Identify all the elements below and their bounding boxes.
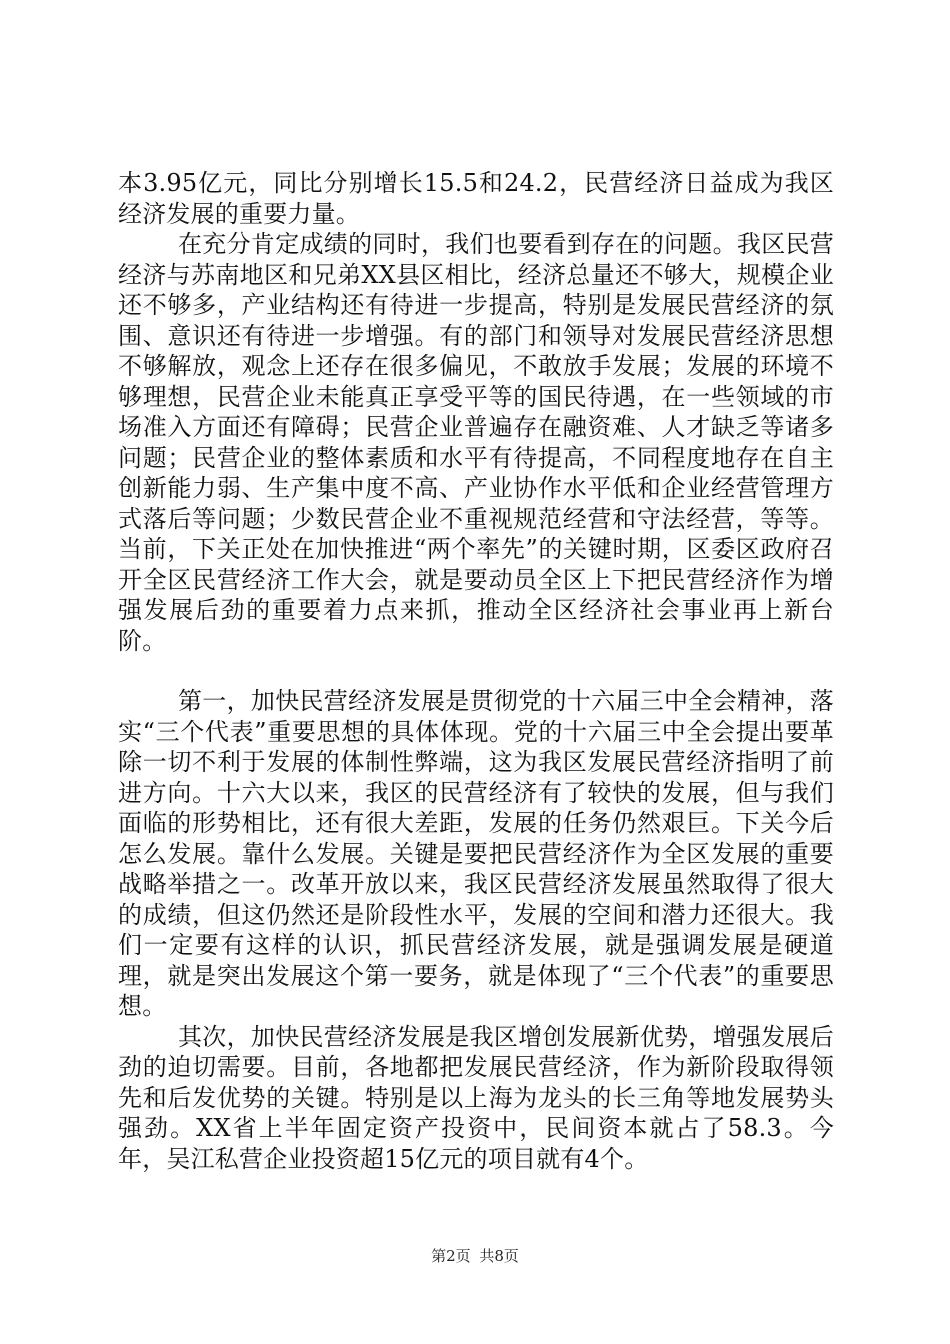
paragraph-gap [118, 656, 834, 686]
paragraph-4: 其次，加快民营经济发展是我区增创发展新优势，增强发展后劲的迫切需要。目前，各地都把发展民营经济，作为新阶段取得领先和后发优势的关键。特别是以上海为龙头的长三角等地发展势头强劲。XX省上半年固定资产投资中，民间资本就占了58.3。今年，吴江私营企业投资超15亿元的项目就有4个。 [118, 1022, 834, 1173]
document-body [118, 168, 834, 1174]
page-total: 共8页 [479, 1247, 519, 1265]
page-number: 第2页 [431, 1247, 471, 1265]
paragraph-2: 在充分肯定成绩的同时，我们也要看到存在的问题。我区民营经济与苏南地区和兄弟XX县区相比，经济总量还不够大，规模企业还不够多，产业结构还有待进一步提高，特别是发展民营经济的氛围、意识还有待进一步增强。有的部门和领导对发展民营经济思想不够解放，观念上还存在很多偏见，不敢放手发展；发展的环境不够理想，民营企业未能真正享受平等的国民待遇，在一些领域的市场准入方面还有障碍；民营企业普遍存在融资难、人才缺乏等诸多问题；民营企业的整体素质和水平有待提高，不同程度地存在自主创新能力弱、生产集中度不高、产业协作水平低和企业经营管理方式落后等问题；少数民营企业不重视规范经营和守法经营，等等。当前，下关正处在加快推进“两个率先”的关键时期，区委区政府召开全区民营经济工作大会，就是要动员全区上下把民营经济作为增强发展后劲的重要着力点来抓，推动全区经济社会事业再上新台阶。 [118, 230, 834, 655]
paragraph-3: 第一，加快民营经济发展是贯彻党的十六届三中全会精神，落实“三个代表”重要思想的具体体现。党的十六届三中全会提出要革除一切不利于发展的体制性弊端，这为我区发展民营经济指明了前进方向。十六大以来，我区的民营经济有了较快的发展，但与我们面临的形势相比，还有很大差距，发展的任务仍然艰巨。下关今后怎么发展。靠什么发展。关键是要把民营经济作为全区发展的重要战略举措之一。改革开放以来，我区民营经济发展虽然取得了很大的成绩，但这仍然还是阶段性水平，发展的空间和潜力还很大。我们一定要有这样的认识，抓民营经济发展，就是强调发展是硬道理，就是突出发展这个第一要务，就是体现了“三个代表”的重要思想。 [118, 687, 834, 1020]
paragraph-1: 本3.95亿元，同比分别增长15.5和24.2，民营经济日益成为我区经济发展的重要力量。 [118, 169, 834, 228]
page-footer [0, 1246, 950, 1266]
